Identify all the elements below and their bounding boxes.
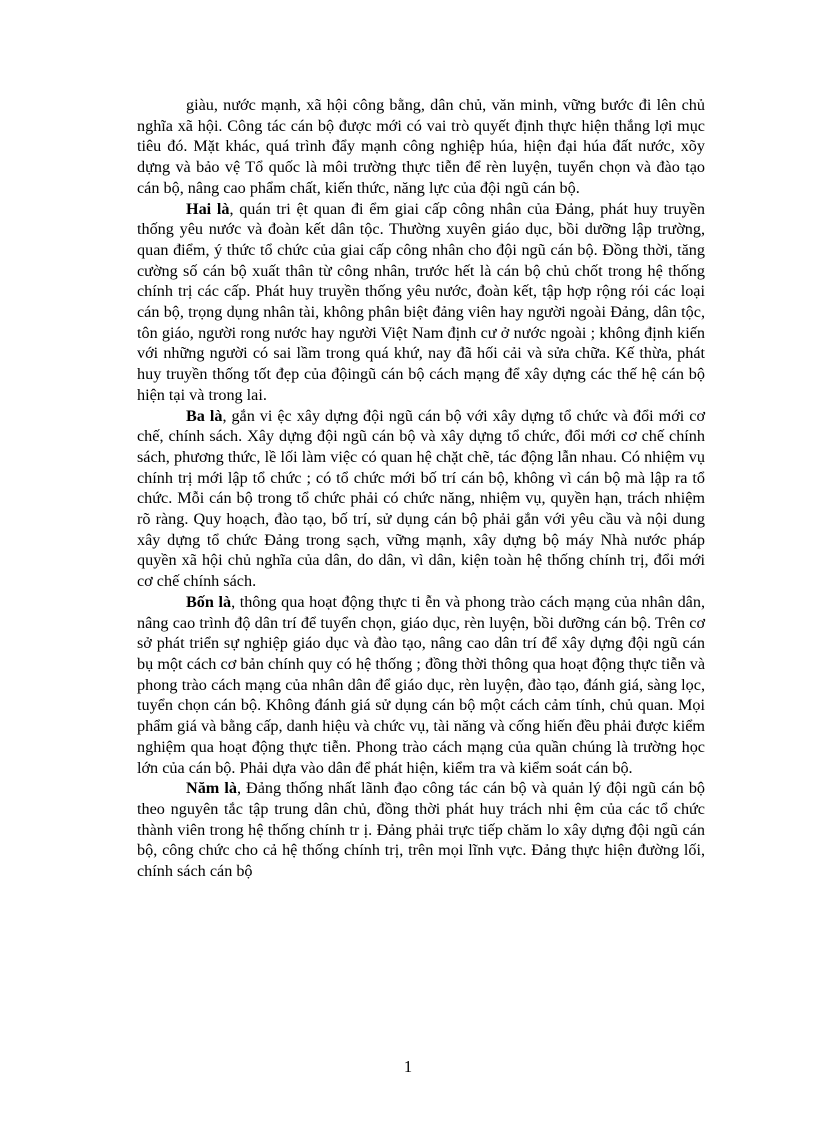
paragraph-lead: Bốn là (186, 592, 232, 611)
paragraph-text: , thông qua hoạt động thực ti ễn và phong trào cách mạng của nhân dân, nâng cao trình độ dân trí để tuyển chọn, giáo dục, rèn luyện, bồi dưỡng cán bộ. Trên cơ sở phát triển sự nghiệp giáo dục và đào tạo, nâng cao dân trí để xây dựng đội ngũ cán bụ một cách cơ bản chính quy có hệ thống ; đồng thời thông qua hoạt động thực tiễn và phong trào cách mạng của nhân dân để giáo dục, rèn luyện, đào tạo, đánh giá, sàng lọc, tuyển chọn cán bộ. Không đánh giá sử dụng cán bộ một cách cảm tính, chủ quan. Mọi phẩm giá và bằng cấp, danh hiệu và chức vụ, tài năng và cống hiến đều phải được kiểm nghiệm qua hoạt động thực tiễn. Phong trào cách mạng của quần chúng là trường học lớn của cán bộ. Phải dựa vào dân để phát hiện, kiểm tra và kiểm soát cán bộ. (137, 592, 705, 777)
paragraph-lead: Năm là (186, 779, 237, 798)
paragraph-text: , quán tri ệt quan đi ểm giai cấp công nhân của Đảng, phát huy truyền thống yêu nước và đoàn kết dân tộc. Thường xuyên giáo dục, bồi dưỡng lập trường, quan điểm, ý thức tổ chức của giai cấp công nhân cho đội ngũ cán bộ. Đồng thời, tăng cường số cán bộ xuất thân từ công nhân, trước hết là cán bộ chủ chốt trong hệ thống chính trị các cấp. Phát huy truyền thống yêu nước, đoàn kết, tập hợp rộng rói các loại cán bộ, trọng dụng nhân tài, không phân biệt đảng viên hay người ngoài Đảng, dân tộc, tôn giáo, người rong nước hay người Việt Nam định cư ở nước ngoài ; không định kiến với những người có sai lầm trong quá khứ, nay đã hối cải và sửa chữa. Kế thừa, phát huy truyền thống tốt đẹp của độingũ cán bộ cách mạng để xây dựng các thế hệ cán bộ hiện tại và trong lai. (137, 199, 705, 404)
paragraph-intro (137, 95, 705, 199)
document-body (137, 95, 705, 882)
paragraph-nam-la (137, 778, 705, 882)
paragraph-lead: Ba là (186, 406, 223, 425)
page-number: 1 (403, 1057, 413, 1076)
paragraph-text: , gắn vi ệc xây dựng đội ngũ cán bộ với xây dựng tổ chức và đổi mới cơ chế, chính sách. Xây dựng đội ngũ cán bộ và xây dựng tổ chức, đổi mới cơ chế chính sách, phương thức, lề lối làm việc có quan hệ chặt chẽ, tác động lẫn nhau. Có nhiệm vụ chính trị mới lập tổ chức ; có tổ chức mới bố trí cán bộ, không vì cán bộ mà lập ra tổ chức. Mỗi cán bộ trong tổ chức phải có chức năng, nhiệm vụ, quyền hạn, trách nhiệm rõ ràng. Quy hoạch, đào tạo, bố trí, sử dụng cán bộ phải gắn với yêu cầu và nội dung xây dựng tổ chức Đảng trong sạch, vững mạnh, xây dựng bộ máy Nhà nước pháp quyền xã hội chủ nghĩa của dân, do dân, vì dân, kiện toàn hệ thống chính trị, đổi mới cơ chế chính sách. (137, 406, 706, 591)
paragraph-text: , Đảng thống nhất lãnh đạo công tác cán bộ và quản lý đội ngũ cán bộ theo nguyên tắc tập trung dân chủ, đồng thời phát huy trách nhi ệm của các tổ chức thành viên trong hệ thống chính tr ị. Đảng phải trực tiếp chăm lo xây dựng đội ngũ cán bộ, công chức cho cả hệ thống chính trị, trên mọi lĩnh vực. Đảng thực hiện đường lối, chính sách cán bộ (137, 779, 706, 881)
paragraph-ba-la (137, 406, 705, 592)
paragraph-bon-la (137, 592, 705, 778)
paragraph-hai-la (137, 199, 705, 406)
paragraph-text: giàu, nước mạnh, xã hội công bằng, dân chủ, văn minh, vững bước đi lên chủ nghĩa xã hội. Công tác cán bộ được mới có vai trò quyết định thực hiện thắng lợi mục tiêu đó. Mặt khác, quá trình đẩy mạnh công nghiệp húa, hiện đại húa đất nước, xõy dựng và bảo vệ Tổ quốc là môi trường thực tiễn để rèn luyện, tuyển chọn và đào tạo cán bộ, nâng cao phẩm chất, kiến thức, năng lực của đội ngũ cán bộ. (137, 96, 705, 197)
paragraph-lead: Hai là (186, 199, 230, 218)
